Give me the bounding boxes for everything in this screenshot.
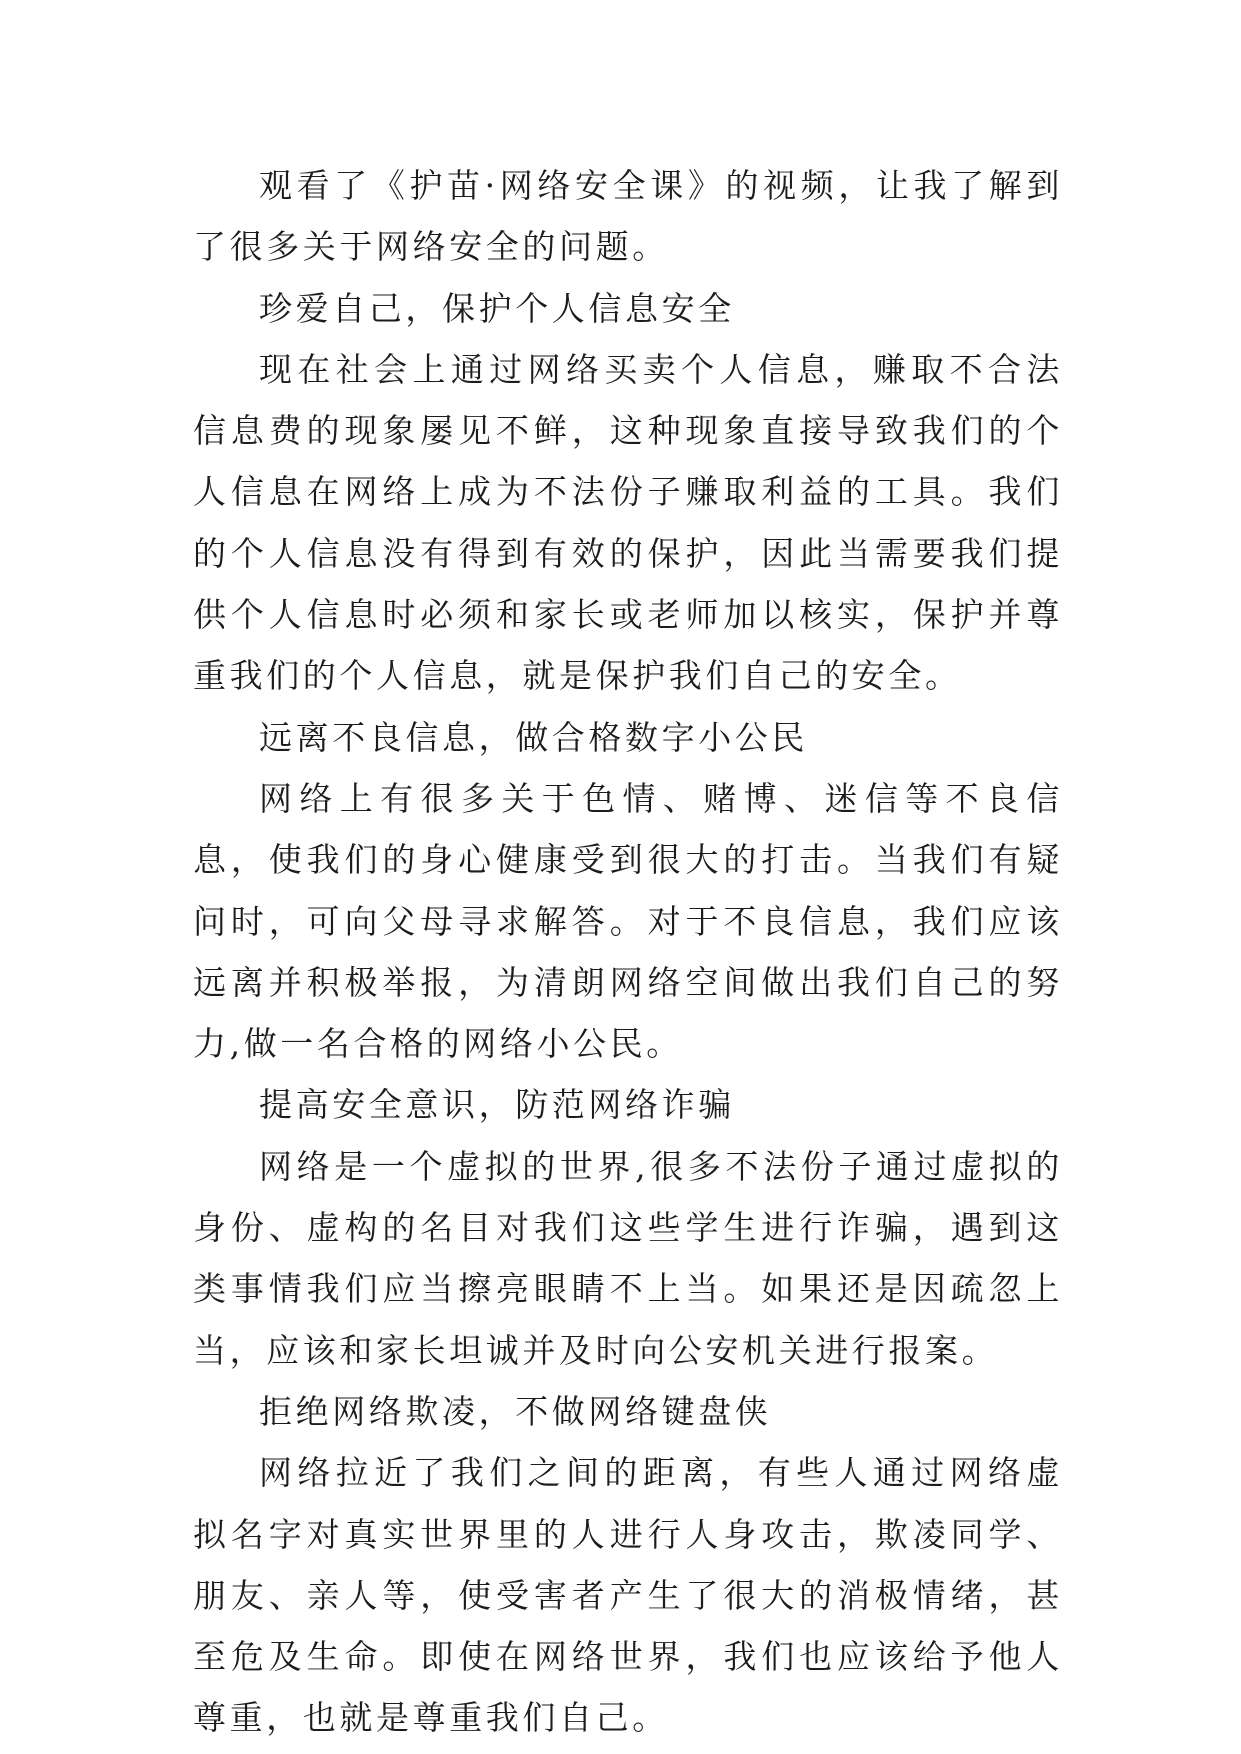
section-body-fraud: 网络是一个虚拟的世界,很多不法份子通过虚拟的身份、虚构的名目对我们这些学生进行诈骗，遇到这类事情我们应当擦亮眼睛不上当。如果还是因疏忽上当，应该和家长坦诚并及时向公安机关进行报案。 [193,1146,1063,1370]
section-body-personal-info: 现在社会上通过网络买卖个人信息，赚取不合法信息费的现象屡见不鲜，这种现象直接导致我们的个人信息在网络上成为不法份子赚取利益的工具。我们的个人信息没有得到有效的保护，因此当需要我们提供个人信息时必须和家长或老师加以核实，保护并尊重我们的个人信息，就是保护我们自己的安全。 [193,349,1063,696]
section-heading-fraud: 提高安全意识，防范网络诈骗 [259,1085,735,1125]
section-body-bad-info: 网络上有很多关于色情、赌博、迷信等不良信息，使我们的身心健康受到很大的打击。当我们有疑问时，可向父母寻求解答。对于不良信息，我们应该远离并积极举报，为清朗网络空间做出我们自己的努力,做一名合格的网络小公民。 [193,778,1063,1064]
section-body-bullying: 网络拉近了我们之间的距离，有些人通过网络虚拟名字对真实世界里的人进行人身攻击，欺凌同学、朋友、亲人等，使受害者产生了很大的消极情绪，甚至危及生命。即使在网络世界，我们也应该给予他人尊重，也就是尊重我们自己。 [193,1453,1063,1738]
intro-paragraph: 观看了《护苗·网络安全课》的视频，让我了解到了很多关于网络安全的问题。 [193,166,1063,267]
section-heading-personal-info: 珍爱自己，保护个人信息安全 [259,288,735,328]
section-heading-bad-info: 远离不良信息，做合格数字小公民 [259,717,808,757]
document-body [193,155,1063,1749]
section-heading-bullying: 拒绝网络欺凌，不做网络键盘侠 [259,1391,772,1431]
